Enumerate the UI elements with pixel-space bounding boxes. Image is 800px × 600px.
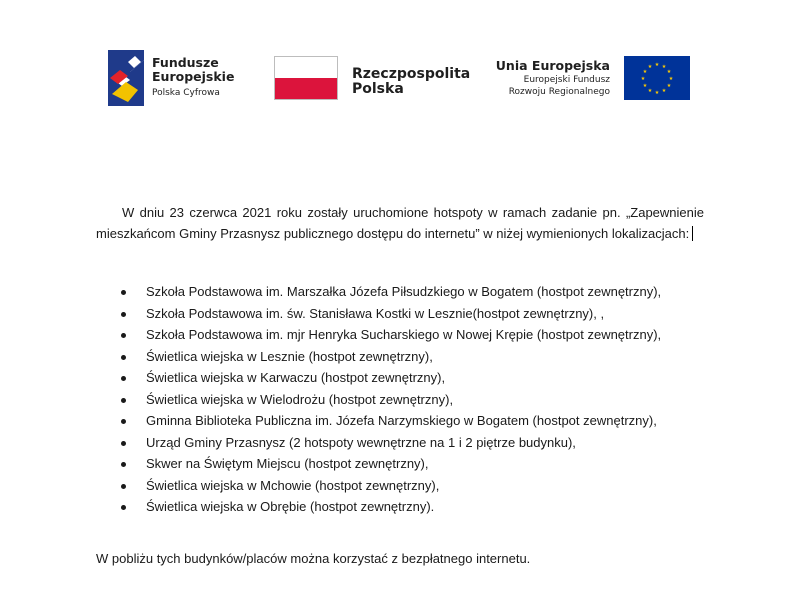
svg-text:★: ★ (668, 76, 674, 82)
svg-text:★: ★ (661, 88, 667, 94)
svg-text:★: ★ (642, 83, 648, 89)
bullet-icon (121, 312, 126, 317)
svg-text:★: ★ (654, 90, 660, 96)
location-text: Szkoła Podstawowa im. św. Stanisława Kostki w Lesznie(hostpot zewnętrzny), , (146, 305, 605, 321)
bullet-icon (121, 419, 126, 424)
intro-paragraph[interactable] (96, 202, 704, 244)
svg-text:★: ★ (640, 76, 646, 82)
fundusze-europejskie-logo (108, 50, 248, 108)
rzeczpospolita-polska-logo (274, 56, 474, 102)
fe-line1: Fundusze (152, 55, 219, 70)
bullet-icon (121, 462, 126, 467)
logo-bar (0, 0, 800, 120)
rp-line2: Polska (352, 81, 404, 97)
locations-list (96, 281, 716, 518)
location-text: Świetlica wiejska w Lesznie (hostpot zewnętrzny), (146, 348, 433, 364)
bullet-icon (121, 398, 126, 403)
svg-text:★: ★ (654, 62, 660, 68)
closing-paragraph: W pobliżu tych budynków/placów można korzystać z bezpłatnego internetu. (96, 551, 531, 566)
fe-line2: Europejskie (152, 69, 235, 84)
location-text: Świetlica wiejska w Wielodrożu (hostpot zewnętrzny), (146, 391, 454, 407)
svg-text:★: ★ (642, 69, 648, 75)
ue-line1: Unia Europejska (495, 58, 610, 73)
svg-text:★: ★ (661, 64, 667, 70)
eu-flag-icon (624, 56, 690, 100)
list-item (96, 303, 716, 325)
list-item (96, 367, 716, 389)
location-text: Gminna Biblioteka Publiczna im. Józefa Narzymskiego w Bogatem (hostpot zewnętrzny), (146, 413, 657, 428)
list-item (96, 324, 716, 346)
list-item (96, 281, 716, 303)
text-cursor (692, 226, 693, 241)
bullet-icon (121, 376, 126, 381)
fundusze-europejskie-emblem-icon (108, 50, 144, 106)
location-text: Szkoła Podstawowa im. Marszałka Józefa Piłsudzkiego w Bogatem (hostpot zewnętrzny), (146, 284, 662, 299)
list-item (96, 389, 716, 411)
location-text: Świetlica wiejska w Karwaczu (hostpot zewnętrzny), (146, 370, 446, 385)
location-text: Świetlica wiejska w Mchowie (hostpot zewnętrzny), (146, 477, 440, 493)
bullet-icon (121, 484, 126, 489)
bullet-icon (121, 355, 126, 360)
list-item (96, 410, 716, 432)
intro-text: W dniu 23 czerwca 2021 roku zostały uruchomione hotspoty w ramach zadanie pn. „Zapewnienie mieszkańcom Gminy Przasnysz publicznego dostępu do internetu” w niżej wymienionych lokalizacjach: (96, 205, 704, 241)
svg-text:★: ★ (666, 83, 672, 89)
fe-line3: Polska Cyfrowa (152, 88, 220, 98)
svg-text:★: ★ (666, 69, 672, 75)
location-text: Skwer na Świętym Miejscu (hostpot zewnętrzny), (146, 456, 429, 471)
location-text: Szkoła Podstawowa im. mjr Henryka Sucharskiego w Nowej Krępie (hostpot zewnętrzny), (146, 327, 662, 342)
polish-flag-icon (274, 56, 338, 100)
list-item (96, 346, 716, 368)
bullet-icon (121, 441, 126, 446)
location-text: Urząd Gminy Przasnysz (2 hotspoty wewnętrzne na 1 i 2 piętrze budynku), (146, 434, 576, 450)
ue-line3: Rozwoju Regionalnego (508, 87, 610, 97)
list-item (96, 496, 716, 518)
bullet-icon (121, 290, 126, 295)
location-text: Świetlica wiejska w Obrębie (hostpot zewnętrzny). (146, 499, 435, 514)
list-item (96, 475, 716, 497)
list-item (96, 432, 716, 454)
bullet-icon (121, 333, 126, 338)
svg-text:★: ★ (647, 88, 653, 94)
rp-line1: Rzeczpospolita (352, 66, 471, 82)
unia-europejska-logo (490, 56, 690, 102)
ue-line2: Europejski Fundusz (523, 75, 610, 85)
document-body (96, 202, 704, 244)
list-item (96, 453, 716, 475)
bullet-icon (121, 505, 126, 510)
svg-text:★: ★ (647, 64, 653, 70)
